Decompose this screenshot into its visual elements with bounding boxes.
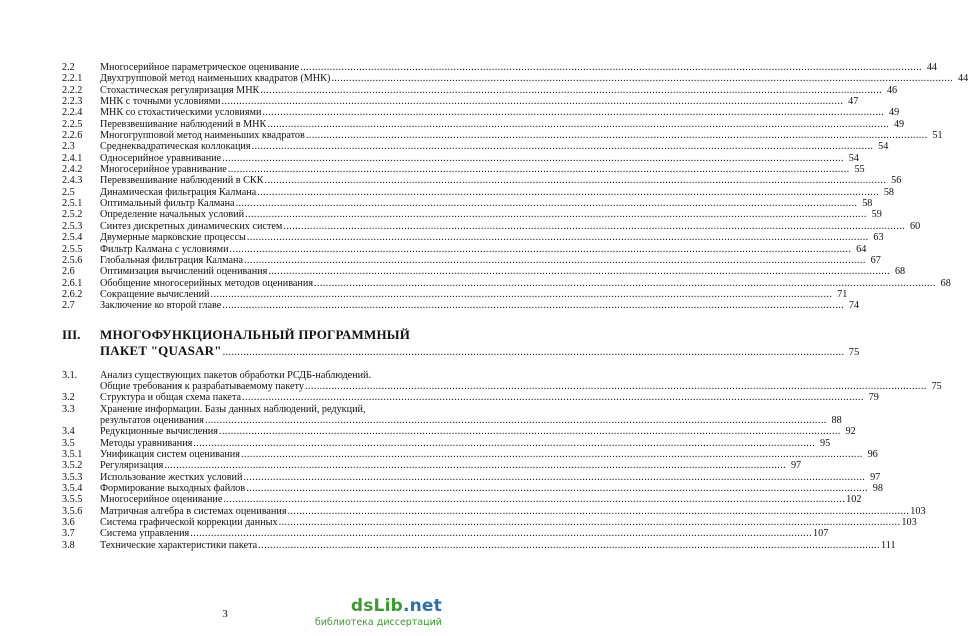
toc-entry-3-3 xyxy=(62,403,842,427)
entry-page: 47 xyxy=(848,96,859,108)
entry-title: Унификация систем оценивания xyxy=(100,448,240,460)
leader-dots xyxy=(264,175,888,186)
toc-entry xyxy=(62,152,859,164)
entry-number: 2.5.5 xyxy=(62,243,83,255)
entry-page: 54 xyxy=(848,152,859,164)
entry-number: 2.2.5 xyxy=(62,118,83,130)
entry-title: Оптимальный фильтр Калмана xyxy=(100,198,235,210)
entry-number: 2.4.3 xyxy=(62,175,83,187)
entry-number: 2.5.1 xyxy=(62,198,83,210)
entry-number: 2.6.2 xyxy=(62,288,83,300)
entry-title-line1: Анализ существующих пакетов обработки РСДБ-наблюдений. xyxy=(100,369,372,381)
toc-entry xyxy=(62,62,937,73)
entry-number: 3.5.3 xyxy=(62,471,83,483)
toc-entry xyxy=(62,277,951,289)
leader-dots xyxy=(257,540,881,551)
toc-entry xyxy=(62,494,862,506)
entry-page: 71 xyxy=(837,288,848,300)
entry-number: 3.4 xyxy=(62,426,75,438)
page-number: 3 xyxy=(222,608,228,620)
toc-entry xyxy=(62,141,889,153)
leader-dots xyxy=(266,119,890,130)
chapter-page: 75 xyxy=(848,346,860,358)
leader-dots xyxy=(299,62,923,73)
leader-dots xyxy=(189,528,813,539)
entry-number: 2.4.2 xyxy=(62,164,83,176)
entry-number: 3.5.4 xyxy=(62,483,83,494)
leader-dots xyxy=(240,449,864,460)
toc-entry-3-1 xyxy=(62,369,942,393)
entry-page: 97 xyxy=(870,471,881,483)
entry-page: 56 xyxy=(891,175,902,187)
entry-title: Перевзвешивание наблюдений в СКК xyxy=(100,175,264,187)
entry-number: 2.5 xyxy=(62,186,75,198)
entry-number: 3.8 xyxy=(62,539,75,551)
entry-number: 2.2.3 xyxy=(62,96,83,108)
entry-number: 2.2.6 xyxy=(62,130,83,142)
entry-title: Синтез дискретных динамических систем xyxy=(100,220,283,232)
entry-title: Стохастическая регуляризация МНК xyxy=(100,84,260,96)
toc-entry xyxy=(62,254,881,266)
leader-dots xyxy=(261,107,885,118)
leader-dots xyxy=(210,289,834,300)
toc-entry xyxy=(62,460,802,472)
entry-page: 49 xyxy=(889,107,900,119)
entry-page: 88 xyxy=(831,414,842,426)
entry-number: 2.5.6 xyxy=(62,254,83,266)
leader-dots xyxy=(278,517,902,528)
entry-number: 3.2 xyxy=(62,392,75,404)
entry-number: 3.5.6 xyxy=(62,505,83,517)
entry-page: 111 xyxy=(881,539,896,551)
entry-title: Структура и общая схема пакета xyxy=(100,392,242,404)
leader-dots xyxy=(267,266,891,277)
entry-title-line2: Общие требования к разрабатываемому пакету xyxy=(100,380,304,392)
entry-page: 54 xyxy=(878,141,889,153)
toc-entry xyxy=(62,266,906,278)
entry-title-line2: результатов оценивания xyxy=(100,414,204,426)
entry-number: 2.6 xyxy=(62,266,75,278)
toc-entry xyxy=(62,73,968,85)
toc-entry xyxy=(62,84,898,96)
spacer xyxy=(62,312,414,323)
entry-page: 59 xyxy=(871,209,882,221)
entry-number: 3.5 xyxy=(62,437,75,449)
chapter-title-line2: ПАКЕТ "QUASAR" xyxy=(100,342,222,358)
entry-title: МНК с точными условиями xyxy=(100,96,221,108)
entry-title: Фильтр Калмана с условиями xyxy=(100,243,229,255)
watermark-logo xyxy=(315,596,442,616)
entry-number: 3.5.2 xyxy=(62,460,83,472)
entry-number: 3.5.1 xyxy=(62,448,83,460)
entry-number: 2.5.4 xyxy=(62,232,83,244)
toc-entry xyxy=(62,300,860,312)
entry-page: 103 xyxy=(901,517,917,529)
toc-entry xyxy=(62,220,921,232)
entry-page: 102 xyxy=(846,494,862,506)
entry-page: 75 xyxy=(931,380,942,392)
entry-page: 96 xyxy=(867,448,878,460)
leader-dots xyxy=(218,426,842,437)
toc-entry xyxy=(62,186,894,198)
watermark-logo-a: dsLib xyxy=(350,596,403,616)
leader-dots xyxy=(192,438,816,449)
entry-title: Многосерийное оценивание xyxy=(100,494,223,506)
toc-entry xyxy=(62,288,848,300)
toc-entry xyxy=(62,198,873,210)
entry-page: 67 xyxy=(870,254,881,266)
entry-page: 68 xyxy=(940,277,951,289)
entry-title: Система управления xyxy=(100,528,190,540)
entry-number: 3.7 xyxy=(62,528,75,540)
entry-page: 64 xyxy=(856,243,867,255)
entry-page: 79 xyxy=(868,392,879,404)
toc-entry xyxy=(62,118,905,130)
entry-title-line1: Хранение информации. Базы данных наблюдений, редукций, xyxy=(100,403,366,415)
entry-number: 2.2.4 xyxy=(62,107,83,119)
toc-entry xyxy=(62,517,917,529)
leader-dots xyxy=(241,392,865,403)
leader-dots xyxy=(229,244,853,255)
leader-dots xyxy=(305,130,929,141)
leader-dots xyxy=(222,345,846,361)
entry-page: 44 xyxy=(926,62,937,73)
chapter-number: III. xyxy=(62,326,81,342)
leader-dots xyxy=(246,232,870,243)
chapter-title-line1: МНОГОФУНКЦИОНАЛЬНЫЙ ПРОГРАММНЫЙ xyxy=(100,326,411,342)
entry-number: 2.7 xyxy=(62,300,75,312)
watermark-subtitle: библиотека диссертаций xyxy=(314,617,442,628)
entry-page: 63 xyxy=(873,232,884,244)
entry-page: 58 xyxy=(883,186,894,198)
toc-entry xyxy=(62,107,900,119)
leader-dots xyxy=(313,278,937,289)
entry-title: Сокращение вычислений xyxy=(100,288,210,300)
entry-page: 49 xyxy=(893,118,905,130)
entry-title: Оптимизация вычислений оценивания xyxy=(100,266,268,278)
entry-title: Многогрупповой метод наименьших квадратов xyxy=(100,130,305,142)
entry-title: Регуляризация xyxy=(100,460,164,472)
toc-entry xyxy=(62,175,902,187)
toc-entry xyxy=(62,164,865,176)
entry-title: Методы уравнивания xyxy=(100,437,193,449)
toc-entry xyxy=(62,232,884,244)
entry-title: Определение начальных условий xyxy=(100,209,245,221)
entry-page: 58 xyxy=(862,198,873,210)
entry-number: 2.2.2 xyxy=(62,84,83,96)
entry-number: 3.6 xyxy=(62,517,75,529)
watermark xyxy=(315,596,442,628)
entry-title: Многосерийное параметрическое оценивание xyxy=(100,62,300,73)
entry-page: 95 xyxy=(819,437,831,449)
leader-dots xyxy=(287,506,911,517)
entry-page: 97 xyxy=(790,460,802,472)
entry-number: 2.2 xyxy=(62,62,75,73)
leader-dots xyxy=(259,85,883,96)
entry-page: 92 xyxy=(845,426,856,438)
chapter-heading xyxy=(62,326,860,361)
toc-section-3 xyxy=(62,426,926,551)
table-of-contents xyxy=(62,62,968,551)
entry-page: 51 xyxy=(932,130,943,142)
leader-dots xyxy=(222,494,846,505)
entry-title: Система графической коррекции данных xyxy=(100,517,278,529)
entry-number: 3.1. xyxy=(62,369,78,381)
entry-page: 44 xyxy=(957,73,968,85)
toc-entry xyxy=(62,96,859,108)
entry-title: Заключение ко второй главе xyxy=(100,300,222,312)
leader-dots xyxy=(304,381,928,392)
entry-title: Редукционные вычисления xyxy=(100,426,218,438)
entry-number: 3.5.5 xyxy=(62,494,83,506)
entry-number: 2.2.1 xyxy=(62,73,83,85)
toc-entry xyxy=(62,209,882,221)
toc-entry-3-2 xyxy=(62,392,879,404)
entry-title: Глобальная фильтрация Калмана xyxy=(100,254,243,266)
toc-entry xyxy=(62,243,867,255)
entry-page: 46 xyxy=(886,84,898,96)
leader-dots xyxy=(227,164,851,175)
toc-section-2 xyxy=(62,62,968,312)
watermark-logo-b: .net xyxy=(402,596,442,616)
leader-dots xyxy=(235,198,859,209)
leader-dots xyxy=(221,153,845,164)
entry-title: Двухгрупповой метод наименьших квадратов (МНК) xyxy=(100,73,331,85)
leader-dots xyxy=(282,221,906,232)
entry-page: 55 xyxy=(854,164,865,176)
leader-dots xyxy=(204,415,828,426)
leader-dots xyxy=(221,300,845,311)
entry-title: Формирование выходных файлов xyxy=(100,483,246,494)
toc-entry xyxy=(62,528,829,540)
entry-title: Обобщение многосерийных методов оценивания xyxy=(100,277,314,289)
entry-title: Перевзвешивание наблюдений в МНК xyxy=(100,118,267,130)
leader-dots xyxy=(220,96,844,107)
leader-dots xyxy=(242,472,866,483)
entry-number: 3.3 xyxy=(62,403,75,415)
toc-entry xyxy=(62,437,831,449)
entry-number: 2.5.3 xyxy=(62,220,83,232)
toc-entry xyxy=(62,539,896,551)
entry-title: Динамическая фильтрация Калмана xyxy=(100,186,257,198)
entry-title: Двумерные марковские процессы xyxy=(100,232,246,244)
toc-entry xyxy=(62,448,878,460)
entry-page: 68 xyxy=(894,266,906,278)
toc-entry xyxy=(62,426,856,438)
entry-number: 2.5.2 xyxy=(62,209,83,221)
entry-page: 107 xyxy=(813,528,829,540)
toc-entry xyxy=(62,471,881,483)
entry-page: 103 xyxy=(910,505,926,517)
entry-title: МНК со стохастическими условиями xyxy=(100,107,262,119)
entry-title: Односерийное уравнивание xyxy=(100,152,222,164)
entry-page: 98 xyxy=(872,483,883,494)
toc-entry xyxy=(62,505,926,517)
entry-title: Использование жестких условий xyxy=(100,471,243,483)
entry-title: Многосерийное уравнивание xyxy=(100,164,227,176)
entry-page: 60 xyxy=(909,220,921,232)
entry-title: Матричная алгебра в системах оценивания xyxy=(100,505,287,517)
entry-page: 74 xyxy=(848,300,860,312)
entry-number: 2.3 xyxy=(62,141,75,153)
leader-dots xyxy=(330,73,954,84)
leader-dots xyxy=(245,483,869,494)
leader-dots xyxy=(243,255,867,266)
entry-title: Технические характеристики пакета xyxy=(100,539,258,551)
entry-number: 2.4.1 xyxy=(62,152,83,164)
leader-dots xyxy=(163,460,787,471)
leader-dots xyxy=(256,187,880,198)
entry-title: Среднеквадратическая коллокация xyxy=(100,141,251,153)
entry-number: 2.6.1 xyxy=(62,277,83,289)
toc-entry xyxy=(62,483,883,494)
toc-entry xyxy=(62,130,943,142)
leader-dots xyxy=(251,141,875,152)
leader-dots xyxy=(244,209,868,220)
